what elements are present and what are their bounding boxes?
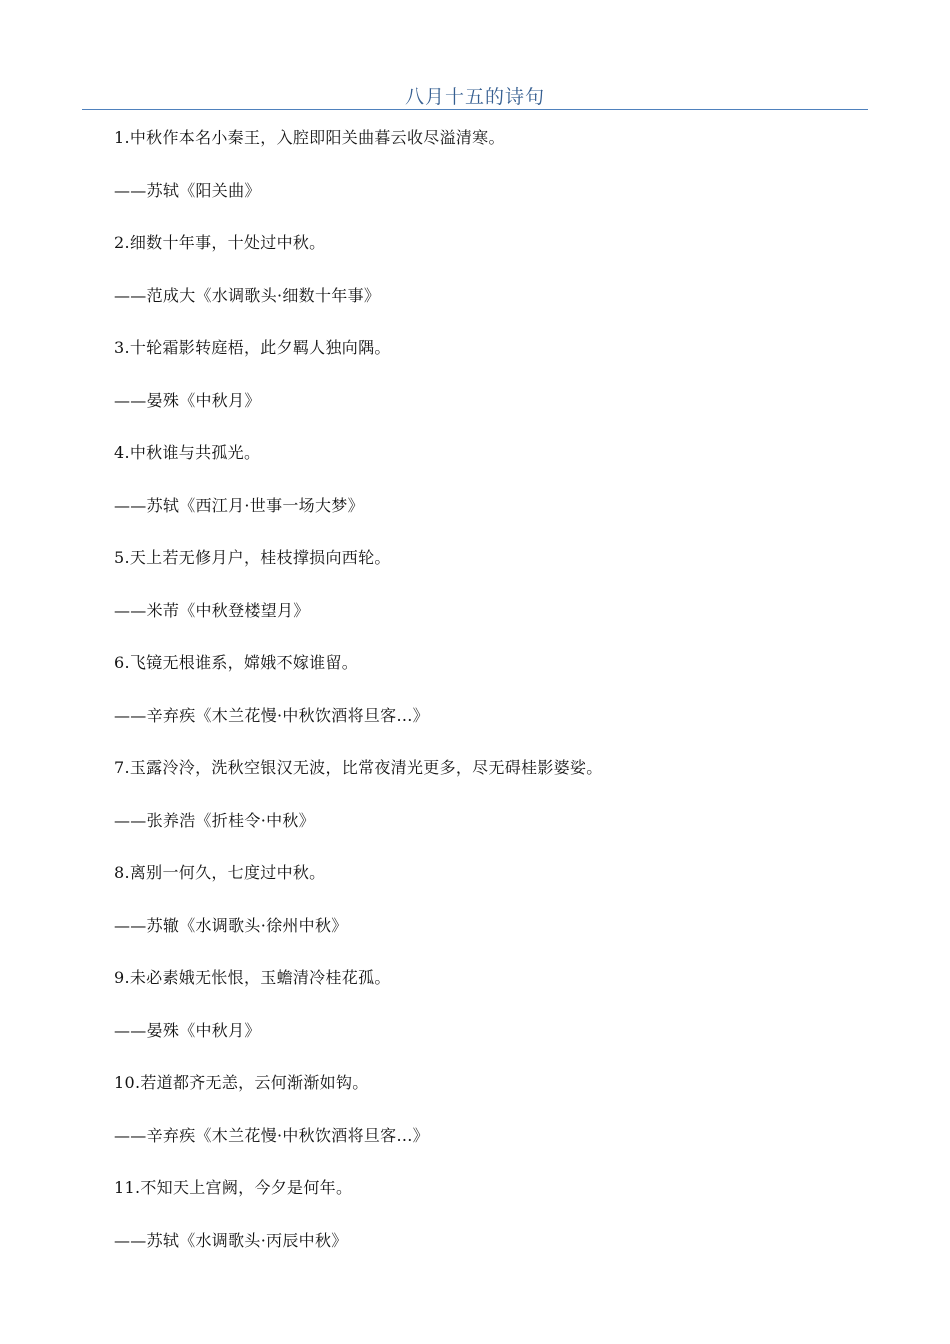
poem-line-2: 2.细数十年事，十处过中秋。: [114, 233, 326, 252]
poem-line-5: 5.天上若无修月户，桂枝撑损向西轮。: [114, 548, 391, 567]
poem-source-5: ——米芾《中秋登楼望月》: [114, 600, 310, 620]
poem-source-9: ——晏殊《中秋月》: [114, 1020, 261, 1040]
poem-line-9: 9.未必素娥无怅恨，玉蟾清冷桂花孤。: [114, 968, 391, 987]
poem-line-3: 3.十轮霜影转庭梧，此夕羁人独向隅。: [114, 338, 391, 357]
poem-line-6: 6.飞镜无根谁系，嫦娥不嫁谁留。: [114, 653, 359, 672]
poem-source-3: ——晏殊《中秋月》: [114, 390, 261, 410]
poem-source-1: ——苏轼《阳关曲》: [114, 180, 261, 200]
poem-list: [114, 124, 854, 1279]
poem-line-1: 1.中秋作本名小秦王，入腔即阳关曲暮云收尽溢清寒。: [114, 128, 505, 147]
poem-line-10: 10.若道都齐无恙，云何渐渐如钩。: [114, 1073, 369, 1092]
poem-source-10: ——辛弃疾《木兰花慢·中秋饮酒将旦客...》: [114, 1125, 429, 1145]
poem-source-6: ——辛弃疾《木兰花慢·中秋饮酒将旦客...》: [114, 705, 429, 725]
poem-source-2: ——范成大《水调歌头·细数十年事》: [114, 285, 381, 305]
poem-line-7: 7.玉露泠泠，洗秋空银汉无波，比常夜清光更多，尽无碍桂影婆娑。: [114, 758, 603, 777]
page-header: [82, 78, 868, 110]
poem-source-11: ——苏轼《水调歌头·丙辰中秋》: [114, 1230, 348, 1250]
poem-source-8: ——苏辙《水调歌头·徐州中秋》: [114, 915, 348, 935]
poem-source-7: ——张养浩《折桂令·中秋》: [114, 810, 315, 830]
poem-source-4: ——苏轼《西江月·世事一场大梦》: [114, 495, 364, 515]
poem-line-11: 11.不知天上宫阙，今夕是何年。: [114, 1178, 353, 1197]
page-title: 八月十五的诗句: [404, 86, 545, 108]
poem-line-4: 4.中秋谁与共孤光。: [114, 443, 261, 462]
poem-line-8: 8.离别一何久，七度过中秋。: [114, 863, 326, 882]
